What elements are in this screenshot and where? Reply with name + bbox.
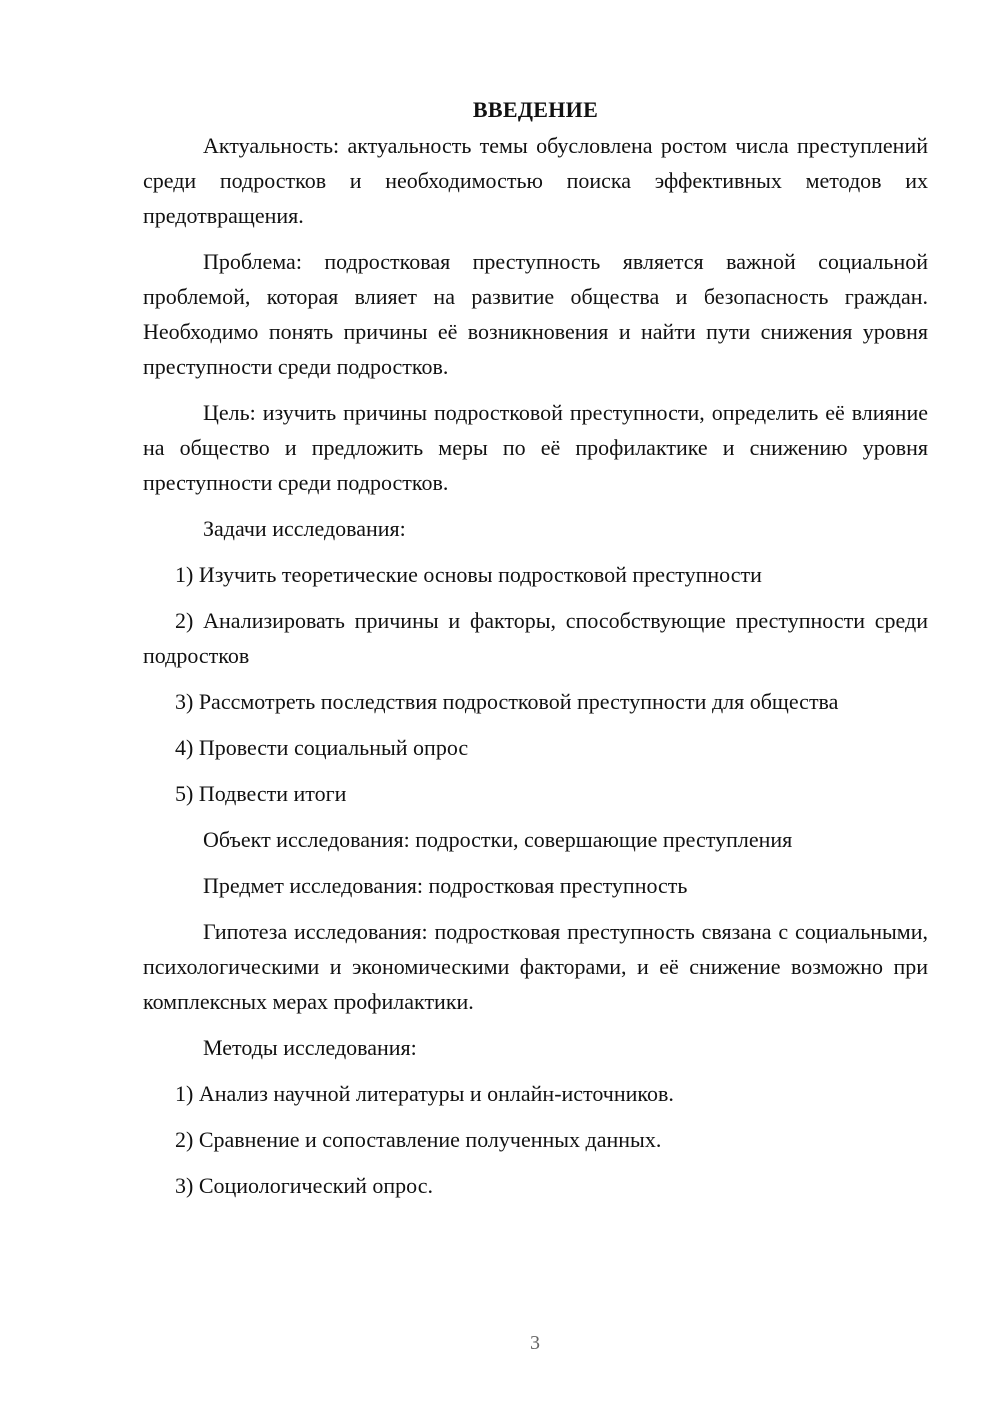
relevance-paragraph: Актуальность: актуальность темы обусловлена ростом числа преступлений среди подростков и необходимостью поиска эффективных методов их предотвращения. (143, 133, 928, 228)
problem-paragraph: Проблема: подростковая преступность является важной социальной проблемой, которая влияет на развитие общества и безопасность граждан. Необходимо понять причины её возникновения и найти пути снижения уровня преступности среди подростков. (143, 249, 928, 379)
task-item: 4) Провести социальный опрос (175, 735, 469, 760)
task-item: 3) Рассмотреть последствия подростковой преступности для общества (175, 689, 839, 714)
page-number: 3 (530, 1332, 540, 1354)
task-item: 1) Изучить теоретические основы подростковой преступности (175, 562, 762, 587)
hypothesis-paragraph: Гипотеза исследования: подростковая преступность связана с социальными, психологическими и экономическими факторами, и её снижение возможно при комплексных мерах профилактики. (143, 919, 928, 1014)
document-body (143, 92, 928, 1214)
tasks-heading: Задачи исследования: (203, 516, 406, 541)
method-item: 3) Социологический опрос. (175, 1173, 433, 1198)
task-item: 2) Анализировать причины и факторы, способствующие преступности среди подростков (143, 608, 928, 668)
method-item: 1) Анализ научной литературы и онлайн-источников. (175, 1081, 674, 1106)
task-item: 5) Подвести итоги (175, 781, 347, 806)
section-title: ВВЕДЕНИЕ (472, 97, 599, 122)
method-item: 2) Сравнение и сопоставление полученных данных. (175, 1127, 662, 1152)
methods-heading: Методы исследования: (203, 1035, 417, 1060)
object-line: Объект исследования: подростки, совершающие преступления (203, 827, 793, 852)
goal-paragraph: Цель: изучить причины подростковой преступности, определить её влияние на общество и предложить меры по её профилактике и снижению уровня преступности среди подростков. (143, 400, 928, 495)
subject-line: Предмет исследования: подростковая преступность (203, 873, 688, 898)
